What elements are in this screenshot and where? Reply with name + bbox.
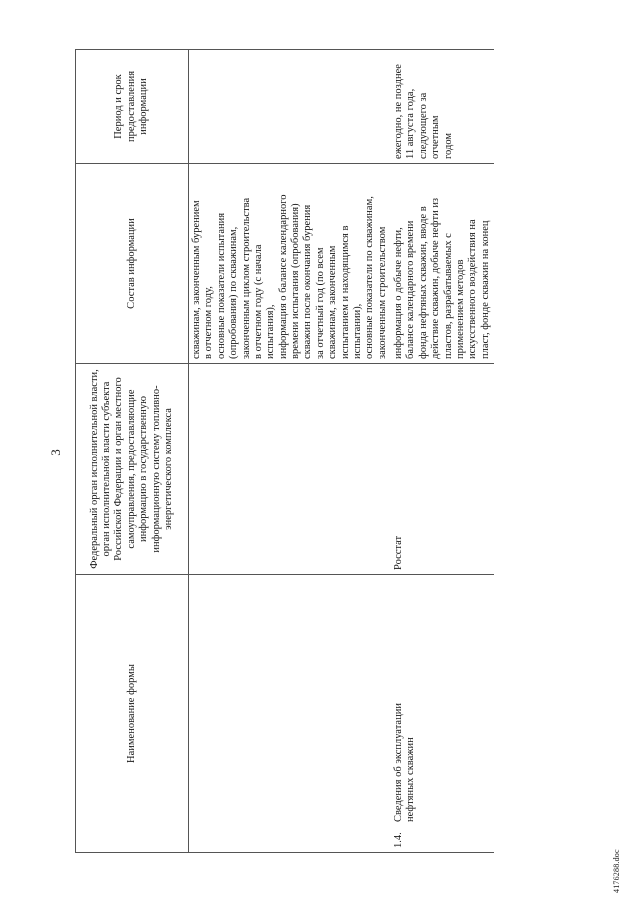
text-line: скважин после окончания бурения: [302, 204, 314, 359]
continuation-composition-cell: [189, 164, 392, 364]
text-line: пласт, фонде скважин на конец: [479, 220, 491, 359]
text-line: применением методов: [454, 259, 466, 359]
text-line: скважинам, законченным бурением: [191, 200, 202, 359]
text-line: законченным циклом строительства: [240, 197, 252, 359]
form-name-line: нефтяных скважин: [405, 737, 417, 822]
text-line: законченным строительством: [376, 226, 388, 359]
form-name-cell: [391, 575, 494, 853]
header-composition: Состав информации: [76, 164, 189, 364]
header-organ: Федеральный орган исполнительной власти, орган исполнительной власти субъекта Российской Федерации и орган местного самоуправления, предоставляющие информацию в государственную информационную систему топливно-энергетического комплекса: [76, 364, 189, 575]
text-line: годом: [442, 132, 454, 159]
document-code: 4176288.doc: [612, 849, 621, 893]
text-line: информация о балансе календарного: [277, 194, 289, 359]
text-line: в отчетном году,: [203, 286, 215, 359]
text-line: за отчетный год (по всем: [314, 247, 326, 359]
text-line: испытания),: [265, 304, 277, 359]
continuation-period-cell: [189, 50, 392, 164]
table-row: [391, 50, 494, 853]
text-line: испытании),: [351, 303, 363, 359]
text-line: информация о добыче нефти,: [393, 227, 404, 359]
text-line: 11 августа года,: [405, 88, 417, 159]
text-line: основные показатели по скважинам,: [364, 196, 376, 359]
table-header-row: [76, 50, 189, 853]
text-line: искусственного воздействия на: [467, 219, 479, 359]
continuation-row: [189, 50, 392, 853]
period-cell: [391, 50, 494, 164]
page-number: 3: [48, 449, 63, 456]
text-line: скважинам, законченным: [327, 245, 339, 359]
text-line: фонда нефтяных скважин, вводе в: [417, 206, 429, 359]
forms-table: [75, 49, 494, 853]
text-line: следующего за отчетным: [417, 92, 442, 159]
text-line: основные показатели испытания: [215, 212, 227, 359]
text-line: балансе календарного времени: [405, 220, 417, 359]
text-line: действие скважин, добыче нефти из: [430, 197, 442, 359]
organ-cell: Росстат: [391, 364, 494, 575]
continuation-organ-cell: [189, 364, 392, 575]
text-line: ежегодно, не позднее: [393, 64, 404, 159]
text-line: в отчетном году (с начала: [252, 244, 264, 359]
text-line: испытанием и находящимся в: [339, 225, 351, 359]
header-period: Период и срок предоставления информации: [76, 50, 189, 164]
text-line: времени испытания (опробования): [290, 203, 301, 359]
composition-cell: [391, 164, 494, 364]
header-form-name: Наименование формы: [76, 575, 189, 853]
text-line: (опробования) по скважинам,: [228, 226, 240, 359]
text-line: пластов, разрабатываемых с: [442, 233, 454, 359]
continuation-name-cell: [189, 575, 392, 853]
form-name-line: Сведения об эксплуатации: [393, 703, 404, 822]
row-number: 1.4.: [393, 832, 404, 848]
